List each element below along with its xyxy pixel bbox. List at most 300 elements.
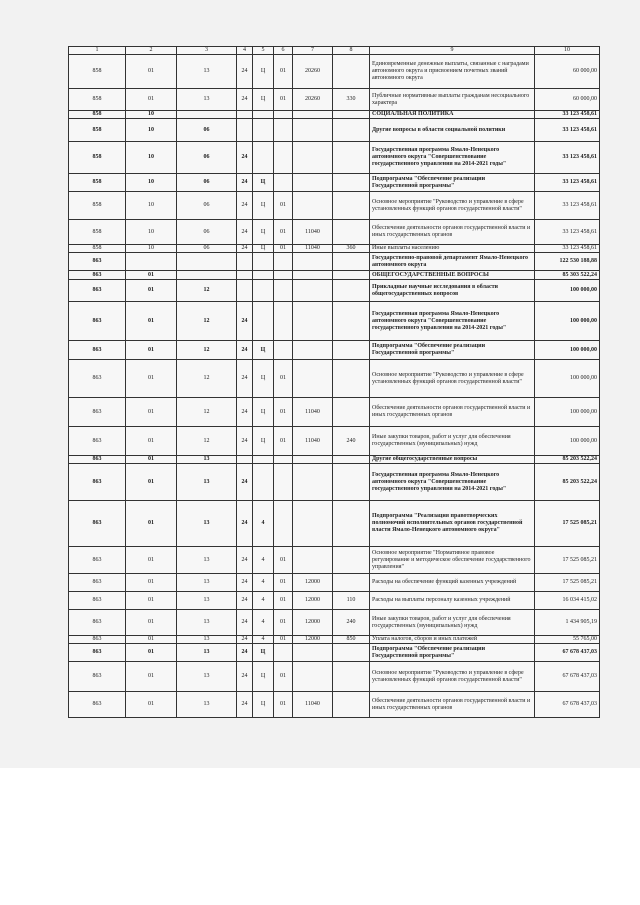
expense-type-code-cell xyxy=(333,341,370,360)
table-row xyxy=(69,636,600,644)
subprogram-code-cell xyxy=(253,456,274,464)
column-number: 7 xyxy=(293,47,333,55)
amount-cell: 67 678 437,03 xyxy=(535,644,600,662)
amount-cell: 67 678 437,03 xyxy=(535,662,600,692)
item-description-cell: Обеспечение деятельности органов государственной власти и иных государственных органов xyxy=(370,220,535,245)
activity-code-cell xyxy=(274,111,293,119)
section-code-cell: 01 xyxy=(126,55,177,89)
admin-code-cell: 863 xyxy=(69,547,126,574)
item-description-cell: Государственная программа Ямало-Ненецкого автономного округа "Совершенствование государственного управления на 2014-2021 годы" xyxy=(370,464,535,501)
section-code-cell: 10 xyxy=(126,245,177,253)
activity-code-cell xyxy=(274,142,293,174)
activity-code-cell xyxy=(274,456,293,464)
section-code-cell: 01 xyxy=(126,592,177,610)
program-code-cell: 24 xyxy=(237,302,253,341)
activity-code-cell: 01 xyxy=(274,636,293,644)
subprogram-code-cell: Ц xyxy=(253,55,274,89)
table-row xyxy=(69,662,600,692)
item-description-cell: Государственная программа Ямало-Ненецкого автономного округа "Совершенствование государственного управления на 2014-2021 годы" xyxy=(370,302,535,341)
amount-cell: 33 123 458,61 xyxy=(535,174,600,192)
section-code-cell: 01 xyxy=(126,636,177,644)
section-code-cell: 10 xyxy=(126,111,177,119)
section-code-cell: 01 xyxy=(126,547,177,574)
subsection-code-cell: 13 xyxy=(177,592,237,610)
section-code-cell xyxy=(126,253,177,271)
admin-code-cell: 858 xyxy=(69,89,126,111)
amount-cell: 17 525 085,21 xyxy=(535,547,600,574)
activity-code-cell xyxy=(274,341,293,360)
column-number-row xyxy=(69,47,600,55)
activity-code-cell xyxy=(274,644,293,662)
subsection-code-cell: 13 xyxy=(177,547,237,574)
amount-cell: 33 123 458,61 xyxy=(535,192,600,220)
section-code-cell: 10 xyxy=(126,174,177,192)
expense-type-code-cell xyxy=(333,119,370,142)
admin-code-cell: 863 xyxy=(69,644,126,662)
subsection-code-cell: 13 xyxy=(177,610,237,636)
item-description-cell: Подпрограмма "Обеспечение реализации Государственной программы" xyxy=(370,644,535,662)
admin-code-cell: 858 xyxy=(69,111,126,119)
subsection-code-cell: 12 xyxy=(177,280,237,302)
activity-code-cell: 01 xyxy=(274,89,293,111)
expense-type-code-cell: 850 xyxy=(333,636,370,644)
table-row xyxy=(69,119,600,142)
expense-type-code-cell: 330 xyxy=(333,89,370,111)
subprogram-code-cell: Ц xyxy=(253,398,274,427)
amount-cell: 85 203 522,24 xyxy=(535,456,600,464)
table-row xyxy=(69,111,600,119)
subprogram-code-cell xyxy=(253,464,274,501)
direction-code-cell: 11040 xyxy=(293,220,333,245)
activity-code-cell: 01 xyxy=(274,398,293,427)
program-code-cell: 24 xyxy=(237,174,253,192)
program-code-cell: 24 xyxy=(237,636,253,644)
section-code-cell: 01 xyxy=(126,341,177,360)
subsection-code-cell: 12 xyxy=(177,427,237,456)
direction-code-cell xyxy=(293,192,333,220)
subsection-code-cell: 13 xyxy=(177,456,237,464)
direction-code-cell: 11040 xyxy=(293,398,333,427)
section-code-cell: 01 xyxy=(126,456,177,464)
program-code-cell: 24 xyxy=(237,245,253,253)
direction-code-cell: 12000 xyxy=(293,636,333,644)
table-row xyxy=(69,245,600,253)
direction-code-cell: 20260 xyxy=(293,89,333,111)
direction-code-cell: 12000 xyxy=(293,574,333,592)
subsection-code-cell: 13 xyxy=(177,692,237,718)
subsection-code-cell: 06 xyxy=(177,119,237,142)
direction-code-cell: 12000 xyxy=(293,592,333,610)
section-code-cell: 01 xyxy=(126,89,177,111)
program-code-cell: 24 xyxy=(237,464,253,501)
subsection-code-cell: 12 xyxy=(177,341,237,360)
expense-type-code-cell xyxy=(333,644,370,662)
item-description-cell: Основное мероприятие "Руководство и управление в сфере установленных функций органов государственной власти" xyxy=(370,662,535,692)
direction-code-cell xyxy=(293,360,333,398)
admin-code-cell: 863 xyxy=(69,692,126,718)
column-number: 10 xyxy=(535,47,600,55)
table-row xyxy=(69,174,600,192)
expense-type-code-cell xyxy=(333,55,370,89)
expense-type-code-cell: 360 xyxy=(333,245,370,253)
subprogram-code-cell: Ц xyxy=(253,427,274,456)
section-code-cell: 01 xyxy=(126,662,177,692)
program-code-cell: 24 xyxy=(237,427,253,456)
direction-code-cell xyxy=(293,271,333,280)
table-row xyxy=(69,501,600,547)
activity-code-cell: 01 xyxy=(274,592,293,610)
direction-code-cell xyxy=(293,142,333,174)
direction-code-cell xyxy=(293,302,333,341)
admin-code-cell: 863 xyxy=(69,253,126,271)
subprogram-code-cell: Ц xyxy=(253,245,274,253)
table-row xyxy=(69,427,600,456)
program-code-cell: 24 xyxy=(237,574,253,592)
expense-type-code-cell xyxy=(333,220,370,245)
amount-cell: 100 000,00 xyxy=(535,302,600,341)
column-number: 6 xyxy=(274,47,293,55)
admin-code-cell: 858 xyxy=(69,55,126,89)
direction-code-cell xyxy=(293,547,333,574)
direction-code-cell: 11040 xyxy=(293,427,333,456)
amount-cell: 60 000,00 xyxy=(535,55,600,89)
item-description-cell: Прикладные научные исследования в области общегосударственных вопросов xyxy=(370,280,535,302)
activity-code-cell xyxy=(274,119,293,142)
section-code-cell: 10 xyxy=(126,220,177,245)
table-row xyxy=(69,302,600,341)
subprogram-code-cell: 4 xyxy=(253,547,274,574)
item-description-cell: Подпрограмма "Реализация правотворческих полномочий исполнительных органов государственной власти Ямало-Ненецкого автономного округа" xyxy=(370,501,535,547)
column-number: 2 xyxy=(126,47,177,55)
subprogram-code-cell: 4 xyxy=(253,610,274,636)
subsection-code-cell: 06 xyxy=(177,245,237,253)
item-description-cell: Уплата налогов, сборов и иных платежей xyxy=(370,636,535,644)
subprogram-code-cell xyxy=(253,111,274,119)
subsection-code-cell: 13 xyxy=(177,55,237,89)
admin-code-cell: 863 xyxy=(69,427,126,456)
admin-code-cell: 858 xyxy=(69,174,126,192)
direction-code-cell xyxy=(293,644,333,662)
section-code-cell: 01 xyxy=(126,610,177,636)
subprogram-code-cell xyxy=(253,119,274,142)
expense-type-code-cell xyxy=(333,174,370,192)
admin-code-cell: 863 xyxy=(69,360,126,398)
admin-code-cell: 863 xyxy=(69,271,126,280)
section-code-cell: 01 xyxy=(126,644,177,662)
expense-type-code-cell xyxy=(333,271,370,280)
column-number: 1 xyxy=(69,47,126,55)
table-row xyxy=(69,398,600,427)
direction-code-cell xyxy=(293,341,333,360)
table-row xyxy=(69,456,600,464)
subprogram-code-cell: Ц xyxy=(253,692,274,718)
activity-code-cell xyxy=(274,271,293,280)
subsection-code-cell: 06 xyxy=(177,220,237,245)
item-description-cell: Расходы на выплаты персоналу казенных учреждений xyxy=(370,592,535,610)
direction-code-cell xyxy=(293,253,333,271)
section-code-cell: 01 xyxy=(126,398,177,427)
subsection-code-cell: 13 xyxy=(177,662,237,692)
program-code-cell: 24 xyxy=(237,55,253,89)
table-row xyxy=(69,142,600,174)
budget-table xyxy=(68,46,600,718)
table-row xyxy=(69,644,600,662)
program-code-cell: 24 xyxy=(237,592,253,610)
program-code-cell: 24 xyxy=(237,644,253,662)
table-row xyxy=(69,592,600,610)
subprogram-code-cell xyxy=(253,271,274,280)
program-code-cell: 24 xyxy=(237,192,253,220)
amount-cell: 85 203 522,24 xyxy=(535,464,600,501)
item-description-cell: Основное мероприятие "Руководство и управление в сфере установленных функций органов государственной власти" xyxy=(370,192,535,220)
activity-code-cell: 01 xyxy=(274,427,293,456)
admin-code-cell: 863 xyxy=(69,662,126,692)
program-code-cell: 24 xyxy=(237,662,253,692)
admin-code-cell: 863 xyxy=(69,592,126,610)
expense-type-code-cell xyxy=(333,662,370,692)
item-description-cell: Обеспечение деятельности органов государственной власти и иных государственных органов xyxy=(370,398,535,427)
admin-code-cell: 863 xyxy=(69,636,126,644)
admin-code-cell: 863 xyxy=(69,302,126,341)
expense-type-code-cell xyxy=(333,111,370,119)
admin-code-cell: 863 xyxy=(69,280,126,302)
item-description-cell: Иные закупки товаров, работ и услуг для обеспечения государственных (муниципальных) нужд xyxy=(370,610,535,636)
direction-code-cell: 11040 xyxy=(293,245,333,253)
admin-code-cell: 863 xyxy=(69,464,126,501)
table-body xyxy=(69,55,600,718)
program-code-cell: 24 xyxy=(237,398,253,427)
activity-code-cell xyxy=(274,302,293,341)
subsection-code-cell: 12 xyxy=(177,302,237,341)
activity-code-cell xyxy=(274,280,293,302)
amount-cell: 33 123 458,61 xyxy=(535,111,600,119)
item-description-cell: Публичные нормативные выплаты гражданам несоциального характера xyxy=(370,89,535,111)
item-description-cell: ОБЩЕГОСУДАРСТВЕННЫЕ ВОПРОСЫ xyxy=(370,271,535,280)
section-code-cell: 10 xyxy=(126,119,177,142)
table-row xyxy=(69,464,600,501)
item-description-cell: СОЦИАЛЬНАЯ ПОЛИТИКА xyxy=(370,111,535,119)
table-row xyxy=(69,271,600,280)
expense-type-code-cell xyxy=(333,142,370,174)
expense-type-code-cell xyxy=(333,398,370,427)
section-code-cell: 01 xyxy=(126,692,177,718)
activity-code-cell: 01 xyxy=(274,610,293,636)
direction-code-cell xyxy=(293,111,333,119)
expense-type-code-cell xyxy=(333,464,370,501)
subprogram-code-cell: Ц xyxy=(253,89,274,111)
activity-code-cell: 01 xyxy=(274,547,293,574)
program-code-cell: 24 xyxy=(237,360,253,398)
subprogram-code-cell: Ц xyxy=(253,644,274,662)
column-number: 5 xyxy=(253,47,274,55)
program-code-cell xyxy=(237,253,253,271)
amount-cell: 16 034 415,02 xyxy=(535,592,600,610)
activity-code-cell: 01 xyxy=(274,192,293,220)
direction-code-cell xyxy=(293,119,333,142)
amount-cell: 100 000,00 xyxy=(535,341,600,360)
subprogram-code-cell xyxy=(253,142,274,174)
amount-cell: 1 434 905,19 xyxy=(535,610,600,636)
item-description-cell: Подпрограмма "Обеспечение реализации Государственной программы" xyxy=(370,174,535,192)
item-description-cell: Иные закупки товаров, работ и услуг для обеспечения государственных (муниципальных) нужд xyxy=(370,427,535,456)
amount-cell: 85 303 522,24 xyxy=(535,271,600,280)
table-row xyxy=(69,360,600,398)
section-code-cell: 01 xyxy=(126,574,177,592)
subprogram-code-cell xyxy=(253,253,274,271)
item-description-cell: Государственная программа Ямало-Ненецкого автономного округа "Совершенствование государственного управления на 2014-2021 годы" xyxy=(370,142,535,174)
expense-type-code-cell xyxy=(333,501,370,547)
section-code-cell: 01 xyxy=(126,302,177,341)
item-description-cell: Основное мероприятие "Нормативное правовое регулирование и методическое обеспечение государственного управления" xyxy=(370,547,535,574)
direction-code-cell: 11040 xyxy=(293,692,333,718)
section-code-cell: 10 xyxy=(126,192,177,220)
subsection-code-cell: 12 xyxy=(177,360,237,398)
section-code-cell: 01 xyxy=(126,427,177,456)
program-code-cell: 24 xyxy=(237,220,253,245)
expense-type-code-cell: 110 xyxy=(333,592,370,610)
direction-code-cell xyxy=(293,662,333,692)
table-row xyxy=(69,220,600,245)
expense-type-code-cell: 240 xyxy=(333,610,370,636)
expense-type-code-cell xyxy=(333,280,370,302)
amount-cell: 55 765,00 xyxy=(535,636,600,644)
subsection-code-cell: 13 xyxy=(177,644,237,662)
section-code-cell: 01 xyxy=(126,280,177,302)
admin-code-cell: 858 xyxy=(69,119,126,142)
subsection-code-cell: 13 xyxy=(177,574,237,592)
subsection-code-cell: 13 xyxy=(177,464,237,501)
activity-code-cell xyxy=(274,501,293,547)
expense-type-code-cell xyxy=(333,547,370,574)
subprogram-code-cell xyxy=(253,302,274,341)
admin-code-cell: 863 xyxy=(69,574,126,592)
expense-type-code-cell xyxy=(333,360,370,398)
admin-code-cell: 863 xyxy=(69,501,126,547)
direction-code-cell xyxy=(293,464,333,501)
item-description-cell: Подпрограмма "Обеспечение реализации Государственной программы" xyxy=(370,341,535,360)
activity-code-cell xyxy=(274,174,293,192)
admin-code-cell: 858 xyxy=(69,220,126,245)
program-code-cell: 24 xyxy=(237,341,253,360)
table-row xyxy=(69,280,600,302)
item-description-cell: Расходы на обеспечение функций казенных учреждений xyxy=(370,574,535,592)
admin-code-cell: 858 xyxy=(69,142,126,174)
admin-code-cell: 863 xyxy=(69,341,126,360)
program-code-cell: 24 xyxy=(237,142,253,174)
program-code-cell xyxy=(237,119,253,142)
item-description-cell: Другие общегосударственные вопросы xyxy=(370,456,535,464)
amount-cell: 100 000,00 xyxy=(535,280,600,302)
amount-cell: 17 525 085,21 xyxy=(535,574,600,592)
section-code-cell: 01 xyxy=(126,501,177,547)
subsection-code-cell: 06 xyxy=(177,174,237,192)
direction-code-cell: 20260 xyxy=(293,55,333,89)
section-code-cell: 01 xyxy=(126,360,177,398)
column-number: 8 xyxy=(333,47,370,55)
program-code-cell xyxy=(237,456,253,464)
activity-code-cell: 01 xyxy=(274,662,293,692)
direction-code-cell xyxy=(293,174,333,192)
amount-cell: 33 123 458,61 xyxy=(535,245,600,253)
amount-cell: 33 123 458,61 xyxy=(535,142,600,174)
activity-code-cell: 01 xyxy=(274,692,293,718)
table-row xyxy=(69,89,600,111)
activity-code-cell: 01 xyxy=(274,55,293,89)
subprogram-code-cell xyxy=(253,280,274,302)
subprogram-code-cell: Ц xyxy=(253,220,274,245)
amount-cell: 33 123 458,61 xyxy=(535,119,600,142)
subprogram-code-cell: Ц xyxy=(253,174,274,192)
section-code-cell: 01 xyxy=(126,464,177,501)
expense-type-code-cell xyxy=(333,692,370,718)
program-code-cell: 24 xyxy=(237,610,253,636)
expense-type-code-cell xyxy=(333,253,370,271)
subprogram-code-cell: Ц xyxy=(253,360,274,398)
program-code-cell: 24 xyxy=(237,692,253,718)
admin-code-cell: 863 xyxy=(69,456,126,464)
activity-code-cell: 01 xyxy=(274,360,293,398)
amount-cell: 33 123 458,61 xyxy=(535,220,600,245)
admin-code-cell: 858 xyxy=(69,192,126,220)
admin-code-cell: 858 xyxy=(69,245,126,253)
subsection-code-cell: 12 xyxy=(177,398,237,427)
activity-code-cell: 01 xyxy=(274,245,293,253)
activity-code-cell xyxy=(274,464,293,501)
expense-type-code-cell xyxy=(333,302,370,341)
item-description-cell: Основное мероприятие "Руководство и управление в сфере установленных функций органов государственной власти" xyxy=(370,360,535,398)
expense-type-code-cell xyxy=(333,456,370,464)
amount-cell: 100 000,00 xyxy=(535,427,600,456)
table-row xyxy=(69,341,600,360)
program-code-cell: 24 xyxy=(237,501,253,547)
program-code-cell xyxy=(237,111,253,119)
program-code-cell xyxy=(237,280,253,302)
expense-type-code-cell: 240 xyxy=(333,427,370,456)
section-code-cell: 10 xyxy=(126,142,177,174)
subsection-code-cell xyxy=(177,111,237,119)
table-row xyxy=(69,55,600,89)
amount-cell: 60 000,00 xyxy=(535,89,600,111)
table-row xyxy=(69,610,600,636)
subprogram-code-cell: 4 xyxy=(253,592,274,610)
subprogram-code-cell: Ц xyxy=(253,341,274,360)
subprogram-code-cell: Ц xyxy=(253,662,274,692)
subsection-code-cell: 13 xyxy=(177,89,237,111)
expense-type-code-cell xyxy=(333,574,370,592)
direction-code-cell xyxy=(293,456,333,464)
column-number: 3 xyxy=(177,47,237,55)
amount-cell: 17 525 085,21 xyxy=(535,501,600,547)
activity-code-cell xyxy=(274,253,293,271)
amount-cell: 67 678 437,03 xyxy=(535,692,600,718)
program-code-cell xyxy=(237,271,253,280)
direction-code-cell xyxy=(293,501,333,547)
table-row xyxy=(69,547,600,574)
table-row xyxy=(69,574,600,592)
item-description-cell: Иные выплаты населению xyxy=(370,245,535,253)
expense-type-code-cell xyxy=(333,192,370,220)
item-description-cell: Государственно-правовой департамент Ямало-Ненецкого автономного округа xyxy=(370,253,535,271)
subsection-code-cell: 13 xyxy=(177,636,237,644)
activity-code-cell: 01 xyxy=(274,574,293,592)
subsection-code-cell: 06 xyxy=(177,142,237,174)
admin-code-cell: 863 xyxy=(69,610,126,636)
item-description-cell: Обеспечение деятельности органов государственной власти и иных государственных органов xyxy=(370,692,535,718)
amount-cell: 100 000,00 xyxy=(535,398,600,427)
subsection-code-cell: 06 xyxy=(177,192,237,220)
direction-code-cell: 12000 xyxy=(293,610,333,636)
table-row xyxy=(69,192,600,220)
